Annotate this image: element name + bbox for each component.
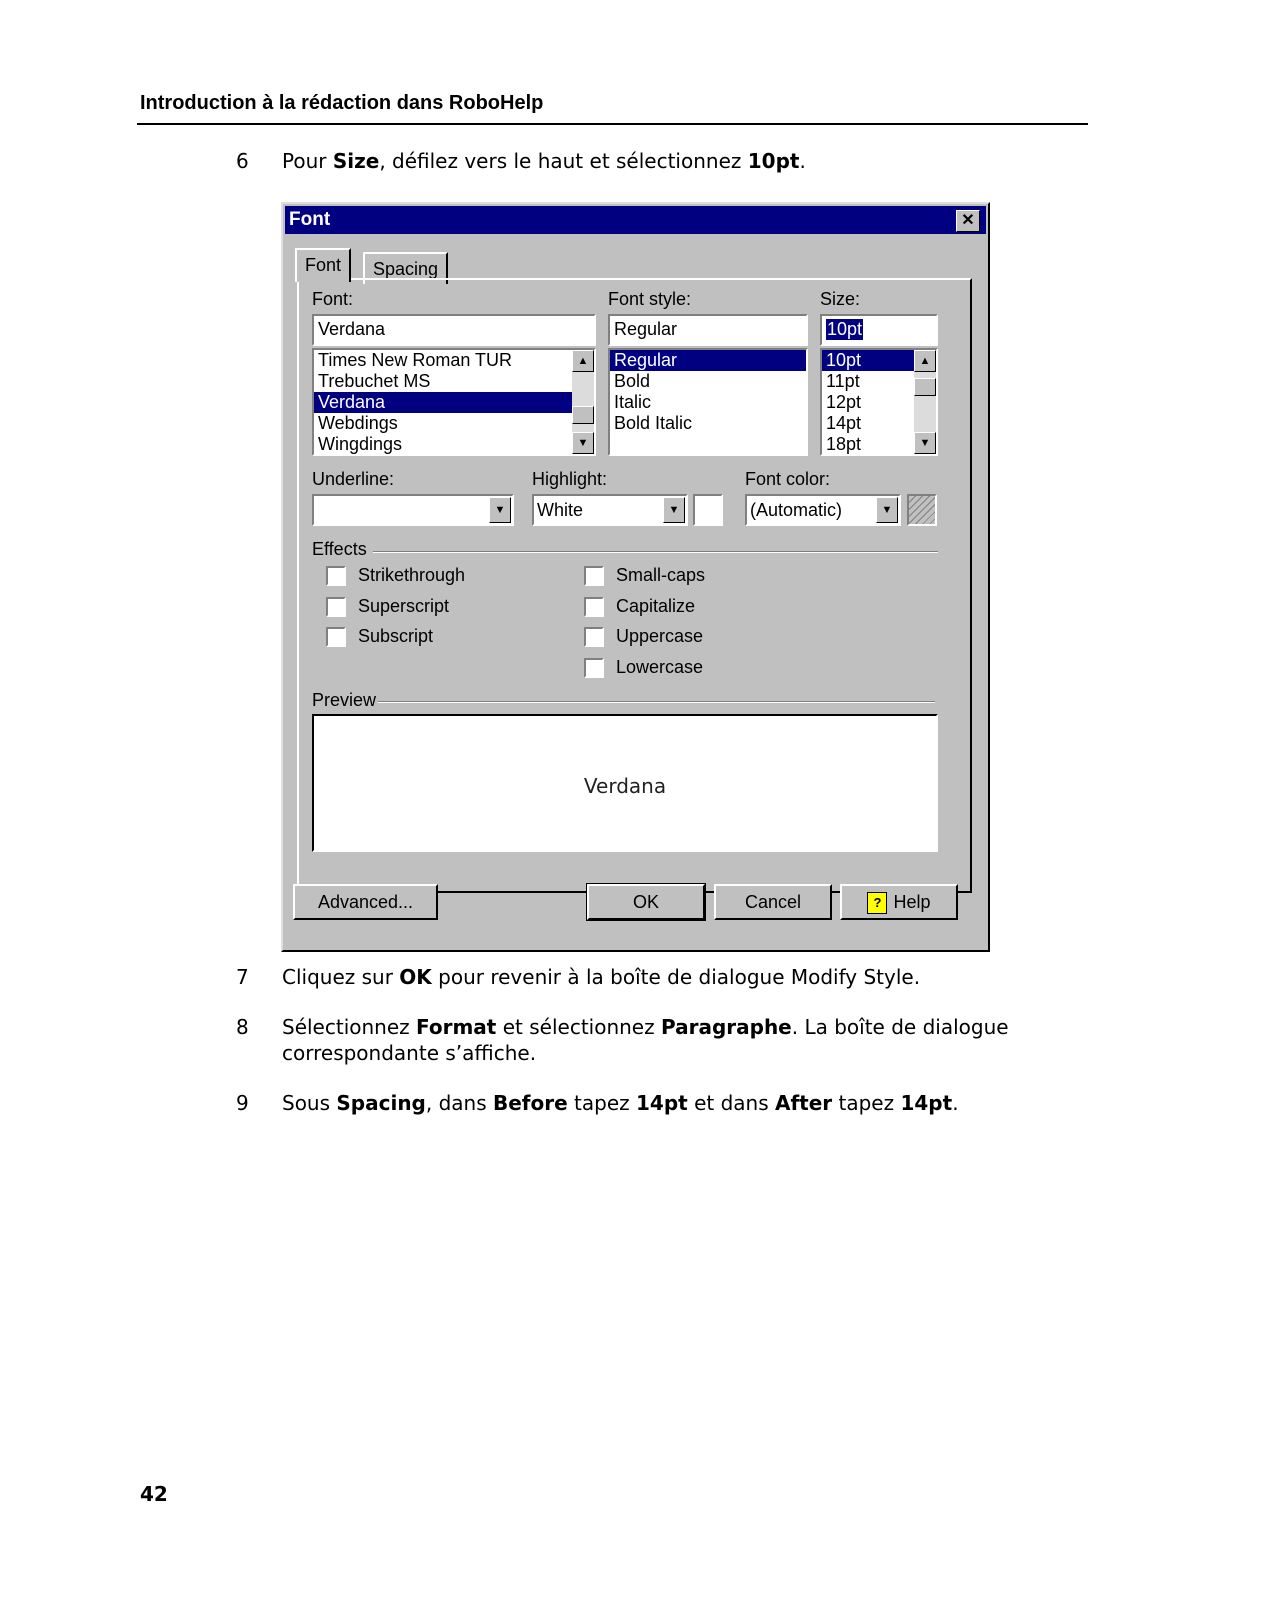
step-number: 8: [236, 1015, 249, 1039]
step-emphasis: Format: [416, 1015, 497, 1039]
running-header: Introduction à la rédaction dans RoboHelp: [140, 92, 544, 114]
list-item[interactable]: Wingdings: [318, 434, 403, 454]
step-run: et dans: [687, 1091, 775, 1115]
step-text: [282, 1090, 1082, 1116]
font-style-items: [610, 350, 806, 434]
chevron-down-icon[interactable]: ▼: [876, 497, 898, 523]
font-style-label: Font style:: [608, 289, 692, 309]
step-number: 7: [236, 965, 249, 989]
font-color-value: (Automatic): [750, 500, 843, 520]
size-list-items: [822, 350, 914, 455]
checkbox-box[interactable]: [584, 597, 604, 617]
checkbox-label: Uppercase: [616, 626, 704, 646]
button-label: Advanced...: [317, 892, 414, 912]
highlight-value: White: [537, 500, 584, 520]
small-caps-checkbox[interactable]: [584, 565, 705, 586]
close-button[interactable]: [956, 210, 980, 232]
scroll-thumb[interactable]: [572, 406, 594, 424]
page-number: 42: [140, 1482, 168, 1506]
scroll-thumb[interactable]: [914, 378, 936, 396]
step-text: [282, 148, 1082, 174]
step-run: Sélectionnez: [282, 1015, 417, 1039]
superscript-checkbox[interactable]: [326, 596, 449, 617]
step-run: .: [952, 1091, 959, 1115]
list-item[interactable]: Trebuchet MS: [318, 371, 431, 391]
button-label: Cancel: [744, 892, 802, 912]
step-run: . La boîte de dialogue correspondante s’affiche.: [282, 1015, 1009, 1065]
step-number: 9: [236, 1091, 249, 1115]
step-emphasis: After: [774, 1091, 833, 1115]
font-style-value: Regular: [614, 319, 678, 339]
scroll-up-icon[interactable]: ▲: [572, 350, 594, 372]
ok-button[interactable]: [587, 884, 705, 920]
header-rule: [137, 123, 1088, 125]
font-style-input[interactable]: [608, 314, 808, 346]
scroll-up-icon[interactable]: ▲: [914, 350, 936, 372]
step-text: [282, 1014, 1062, 1066]
tab-label: Font: [305, 255, 342, 275]
checkbox-box[interactable]: [326, 566, 346, 586]
checkbox-label: Strikethrough: [358, 565, 466, 585]
scroll-down-icon[interactable]: ▼: [572, 432, 594, 454]
preview-divider: [378, 701, 935, 703]
highlight-color-swatch: [693, 494, 723, 526]
step-run: tapez: [567, 1091, 636, 1115]
list-item[interactable]: Regular: [610, 350, 806, 371]
effects-label: Effects: [312, 539, 367, 559]
step-run: Cliquez sur: [282, 965, 400, 989]
step-run: pour revenir à la boîte de dialogue Modify Style.: [431, 965, 921, 989]
help-button[interactable]: [840, 884, 958, 920]
step-run: et sélectionnez: [496, 1015, 661, 1039]
checkbox-box[interactable]: [584, 627, 604, 647]
step-emphasis: Size: [332, 149, 380, 173]
checkbox-label: Small-caps: [616, 565, 706, 585]
scroll-down-icon[interactable]: ▼: [914, 432, 936, 454]
font-color-label: Font color:: [745, 469, 831, 489]
list-item[interactable]: 11pt: [826, 371, 860, 391]
step-number: 6: [236, 149, 249, 173]
step-emphasis: Paragraphe: [660, 1015, 792, 1039]
step-emphasis: Before: [493, 1091, 568, 1115]
list-item[interactable]: 12pt: [826, 392, 862, 412]
checkbox-box[interactable]: [326, 627, 346, 647]
size-list[interactable]: [820, 348, 938, 456]
uppercase-checkbox[interactable]: [584, 626, 703, 647]
step-emphasis: 10pt: [747, 149, 800, 173]
checkbox-label: Lowercase: [616, 657, 704, 677]
highlight-label: Highlight:: [532, 469, 608, 489]
font-label: Font:: [312, 289, 354, 309]
list-item[interactable]: 18pt: [826, 434, 862, 454]
step-text: [282, 964, 1082, 990]
help-icon: ?: [867, 892, 887, 914]
chevron-down-icon[interactable]: ▼: [663, 497, 685, 523]
step-run: Pour: [282, 149, 333, 173]
step-run: Sous: [282, 1091, 337, 1115]
list-item[interactable]: Times New Roman TUR: [318, 350, 513, 370]
tab-label: Spacing: [373, 259, 439, 279]
advanced-button[interactable]: [293, 884, 438, 920]
dialog-titlebar: [285, 206, 986, 234]
subscript-checkbox[interactable]: [326, 626, 433, 647]
checkbox-label: Capitalize: [616, 596, 696, 616]
cancel-button[interactable]: [714, 884, 832, 920]
underline-select[interactable]: [312, 494, 514, 526]
step-emphasis: 14pt: [900, 1091, 953, 1115]
dialog-title: Font: [289, 209, 331, 230]
list-item[interactable]: Verdana: [314, 392, 572, 413]
checkbox-box[interactable]: [326, 597, 346, 617]
checkbox-label: Subscript: [358, 626, 434, 646]
strikethrough-checkbox[interactable]: [326, 565, 465, 586]
step-emphasis: Spacing: [336, 1091, 426, 1115]
preview-text: Verdana: [583, 774, 667, 798]
list-item[interactable]: 10pt: [822, 350, 914, 371]
font-color-swatch: [907, 494, 937, 526]
font-list[interactable]: [312, 348, 596, 456]
font-style-list[interactable]: [608, 348, 808, 456]
font-color-select[interactable]: [745, 494, 901, 526]
step-run: tapez: [832, 1091, 901, 1115]
size-value: 10pt: [827, 319, 863, 339]
step-run: , défilez vers le haut et sélectionnez: [379, 149, 748, 173]
size-list-scrollbar[interactable]: [914, 350, 936, 454]
checkbox-box[interactable]: [584, 566, 604, 586]
button-label: OK: [632, 892, 659, 912]
preview-box: [312, 714, 938, 852]
size-label: Size:: [820, 289, 861, 309]
checkbox-box[interactable]: [584, 658, 604, 678]
list-item[interactable]: Bold: [614, 371, 651, 391]
step-emphasis: 14pt: [636, 1091, 688, 1115]
button-label: Help: [893, 892, 931, 912]
list-item[interactable]: Bold Italic: [614, 413, 693, 433]
font-list-items: [314, 350, 572, 455]
font-list-scrollbar[interactable]: [572, 350, 594, 454]
step-emphasis: OK: [399, 965, 432, 989]
close-icon: ✕: [961, 212, 975, 229]
underline-label: Underline:: [312, 469, 395, 489]
preview-label: Preview: [312, 690, 377, 710]
checkbox-label: Superscript: [358, 596, 450, 616]
chevron-down-icon[interactable]: ▼: [489, 497, 511, 523]
size-input[interactable]: [820, 314, 938, 346]
font-dialog: [281, 202, 990, 952]
list-item[interactable]: 14pt: [826, 413, 862, 433]
tab-font[interactable]: [295, 248, 351, 282]
list-item[interactable]: Webdings: [318, 413, 398, 433]
effects-divider: [373, 551, 938, 553]
step-run: .: [799, 149, 806, 173]
font-name-value: Verdana: [318, 319, 386, 339]
font-name-input[interactable]: [312, 314, 596, 346]
step-run: , dans: [425, 1091, 493, 1115]
lowercase-checkbox[interactable]: [584, 657, 703, 678]
capitalize-checkbox[interactable]: [584, 596, 695, 617]
highlight-select[interactable]: [532, 494, 688, 526]
list-item[interactable]: Italic: [614, 392, 652, 412]
